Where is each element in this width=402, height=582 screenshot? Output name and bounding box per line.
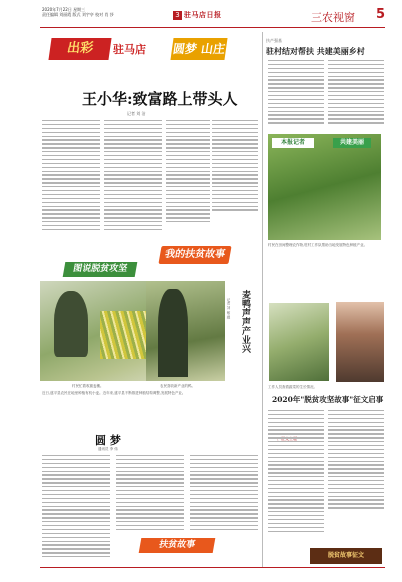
article2-body-col2 [116, 455, 184, 530]
article2-headline: 圆 梦 [95, 434, 121, 447]
photo-worker [336, 302, 384, 382]
footer-band-left: 扶贫故事 [139, 538, 216, 553]
article-body-col1 [42, 120, 100, 230]
section-title: 三农视窗 [311, 11, 355, 24]
banner-mid: 驻马店 [113, 43, 146, 56]
article-body-col2 [104, 120, 162, 230]
date-text: 2020年7月22日 星期三 [42, 7, 86, 12]
editor-credit: 责任编辑 刘丽霞 版式 刘宇亭 校对 肖 莎 [42, 12, 114, 17]
notice-body-col1 [268, 410, 324, 532]
photo-caption: 农民喜收新产业的鸭。 [160, 384, 195, 388]
photo-village-field [268, 134, 381, 240]
photo-vegetables [268, 302, 330, 382]
article-body-col3 [166, 120, 210, 222]
footer-band-right: 脱贫故事征文 [310, 548, 382, 564]
photo-farmer [146, 281, 225, 381]
photo-caption: 村民忙着收割麦穗。 [72, 384, 104, 388]
photo-feature-byline: 记者 刘 敏 摄 [227, 298, 231, 319]
column-divider [262, 32, 263, 567]
paper-name: 驻马店日报 [184, 11, 222, 19]
article-byline: 记者 刘 洁 [127, 111, 146, 116]
article2-body-col1 [42, 455, 110, 557]
section-band: 图说脱贫攻坚 [63, 262, 138, 277]
article-body-col4 [212, 120, 258, 211]
footer-rule [40, 567, 385, 568]
photo-feature-title: 麦鸭声声产业兴 [240, 290, 250, 353]
photo-caption: 工作人员查看蔬菜的生长情况。 [268, 385, 317, 389]
photo-description: 近日,遂平县农民在地里种植有机小麦。近年来,遂平县不断推进种植结构调整,发展特色产业。 [42, 391, 186, 395]
banner-right: 圆梦 山庄 [170, 38, 227, 60]
photo-tag: 共建美丽 [333, 138, 371, 148]
right-body-col1 [268, 60, 324, 124]
feature-banner [50, 38, 225, 66]
photo-tag: 本报记者 [272, 138, 314, 148]
article-headline: 王小华:致富路上带头人 [82, 90, 238, 108]
right-kicker: 扶产强基 [266, 38, 282, 43]
story-tag: 我的扶贫故事 [158, 246, 231, 264]
article2-byline: 通讯员 李 伟 [98, 447, 118, 451]
notice-body-col2 [328, 410, 384, 509]
logo-mark: 3 [173, 11, 182, 20]
header-rule [40, 27, 385, 28]
notice-headline: 2020年"脱贫攻坚故事"征文启事 [272, 395, 384, 404]
banner-left: 出彩 [48, 38, 111, 60]
photo-caption: 村民在田间整理农作物,驻村工作队帮助当地发展特色种植产业。 [268, 243, 368, 247]
page-number: 5 [376, 7, 386, 22]
date-line [42, 7, 114, 17]
right-headline: 驻村结对帮扶 共建美丽乡村 [266, 46, 365, 56]
right-body-col2 [328, 60, 384, 124]
paper-logo [173, 10, 222, 20]
article2-body-col3 [190, 455, 258, 530]
